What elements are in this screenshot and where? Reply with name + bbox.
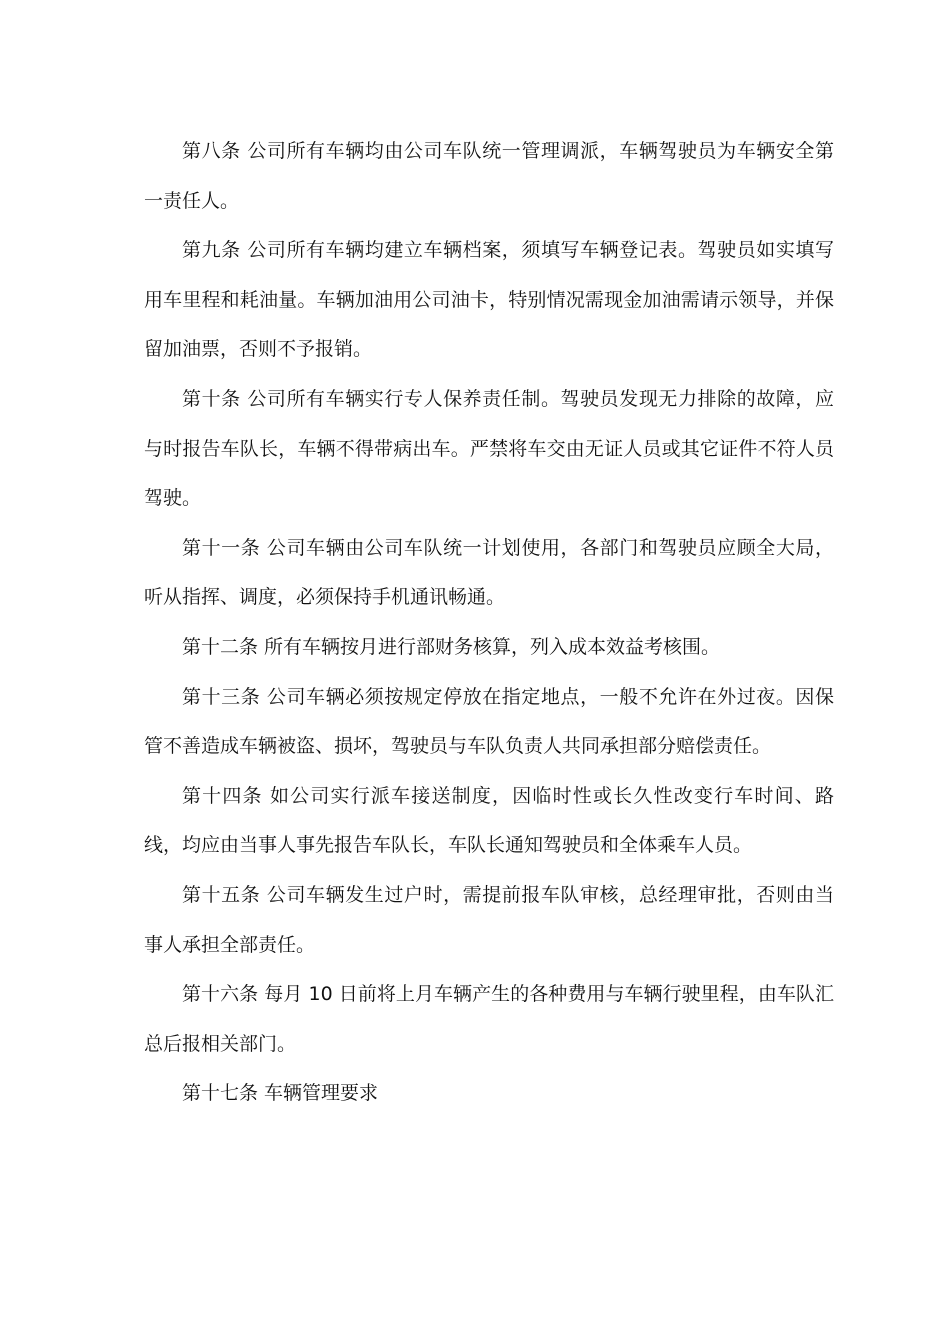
- document-body: [144, 127, 834, 1119]
- article-10-paragraph: 第十条 公司所有车辆实行专人保养责任制。驾驶员发现无力排除的故障，应与时报告车队长，车辆不得带病出车。严禁将车交由无证人员或其它证件不符人员驾驶。: [144, 387, 834, 510]
- article-8-paragraph: 第八条 公司所有车辆均由公司车队统一管理调派，车辆驾驶员为车辆安全第一责任人。: [144, 140, 834, 212]
- article-11-paragraph: 第十一条 公司车辆由公司车队统一计划使用，各部门和驾驶员应顾全大局，听从指挥、调度，必须保持手机通讯畅通。: [144, 536, 834, 609]
- article-14-paragraph: 第十四条 如公司实行派车接送制度，因临时性或长久性改变行车时间、路线，均应由当事人事先报告车队长，车队长通知驾驶员和全体乘车人员。: [144, 784, 834, 857]
- article-16-paragraph: 第十六条 每月 10 日前将上月车辆产生的各种费用与车辆行驶里程，由车队汇总后报相关部门。: [144, 983, 834, 1055]
- article-13-paragraph: 第十三条 公司车辆必须按规定停放在指定地点，一般不允许在外过夜。因保管不善造成车辆被盗、损坏，驾驶员与车队负责人共同承担部分赔偿责任。: [144, 685, 834, 758]
- article-15-paragraph: 第十五条 公司车辆发生过户时，需提前报车队审核，总经理审批，否则由当事人承担全部责任。: [144, 883, 834, 956]
- article-9-paragraph: 第九条 公司所有车辆均建立车辆档案，须填写车辆登记表。驾驶员如实填写用车里程和耗油量。车辆加油用公司油卡，特别情况需现金加油需请示领导，并保留加油票，否则不予报销。: [144, 239, 834, 361]
- article-12-paragraph: 第十二条 所有车辆按月进行部财务核算，列入成本效益考核围。: [182, 635, 721, 658]
- article-17-heading: 第十七条 车辆管理要求: [182, 1082, 379, 1105]
